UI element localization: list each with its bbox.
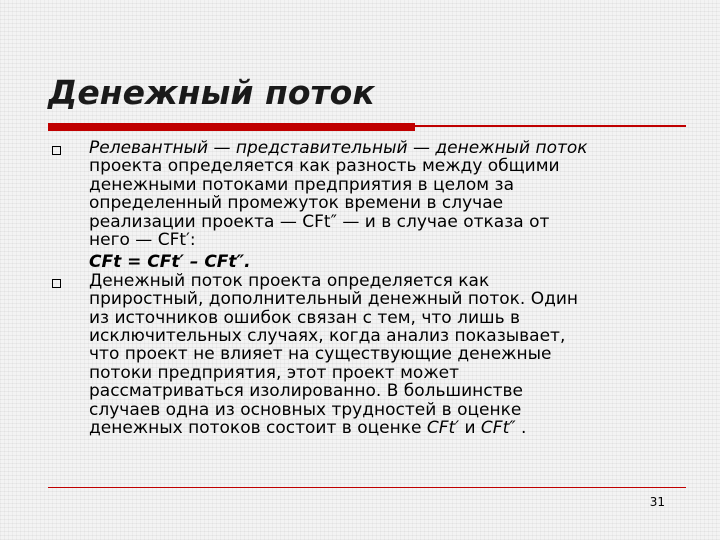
bullet-item-incremental-cash-flow: [52, 272, 678, 438]
bullet-line: исключительных случаях, когда анализ показывает,: [89, 326, 566, 347]
cft-double-prime-term: CFt″: [480, 418, 516, 439]
formula: CFt = CFt′ – CFt″.: [89, 252, 251, 273]
bullet-list: [52, 139, 678, 438]
square-bullet-icon: [52, 279, 61, 288]
bullet-line: из источников ошибок связан с тем, что лишь в: [89, 307, 521, 328]
bullet-line: Денежный поток проекта определяется как: [89, 270, 490, 291]
text-segment: денежных потоков состоит в оценке: [89, 418, 427, 439]
title-accent-bar: [48, 123, 415, 131]
slide-title: Денежный поток: [48, 73, 375, 112]
text-segment: .: [515, 418, 527, 439]
page-number: 31: [649, 495, 665, 509]
bullet-line: случаев одна из основных трудностей в оценке: [89, 399, 522, 420]
bullet-item-relevant-cash-flow: [52, 139, 678, 272]
bullet-line: него — CFt′:: [89, 230, 196, 251]
bullet-line: рассматриваться изолированно. В большинстве: [89, 381, 523, 402]
cft-prime-term: CFt′: [426, 418, 460, 439]
bullet-line: определенный промежуток времени в случае: [89, 193, 504, 214]
footer-rule: [48, 487, 686, 488]
square-bullet-icon: [52, 146, 61, 155]
bullet-line-last: [89, 419, 678, 437]
bullet-line: проекта определяется как разность между общими: [89, 156, 560, 177]
bullet-line: реализации проекта — CFt″ — и в случае отказа от: [89, 211, 550, 232]
bullet-line: потоки предприятия, этот проект может: [89, 362, 460, 383]
bullet-line: что проект не влияет на существующие денежные: [89, 344, 552, 365]
text-segment: и: [459, 418, 481, 439]
bullet-line: приростный, дополнительный денежный поток. Один: [89, 289, 579, 310]
bullet-line: денежными потоками предприятия в целом за: [89, 174, 514, 195]
bullet-line: Релевантный — представительный — денежный поток: [89, 138, 588, 158]
